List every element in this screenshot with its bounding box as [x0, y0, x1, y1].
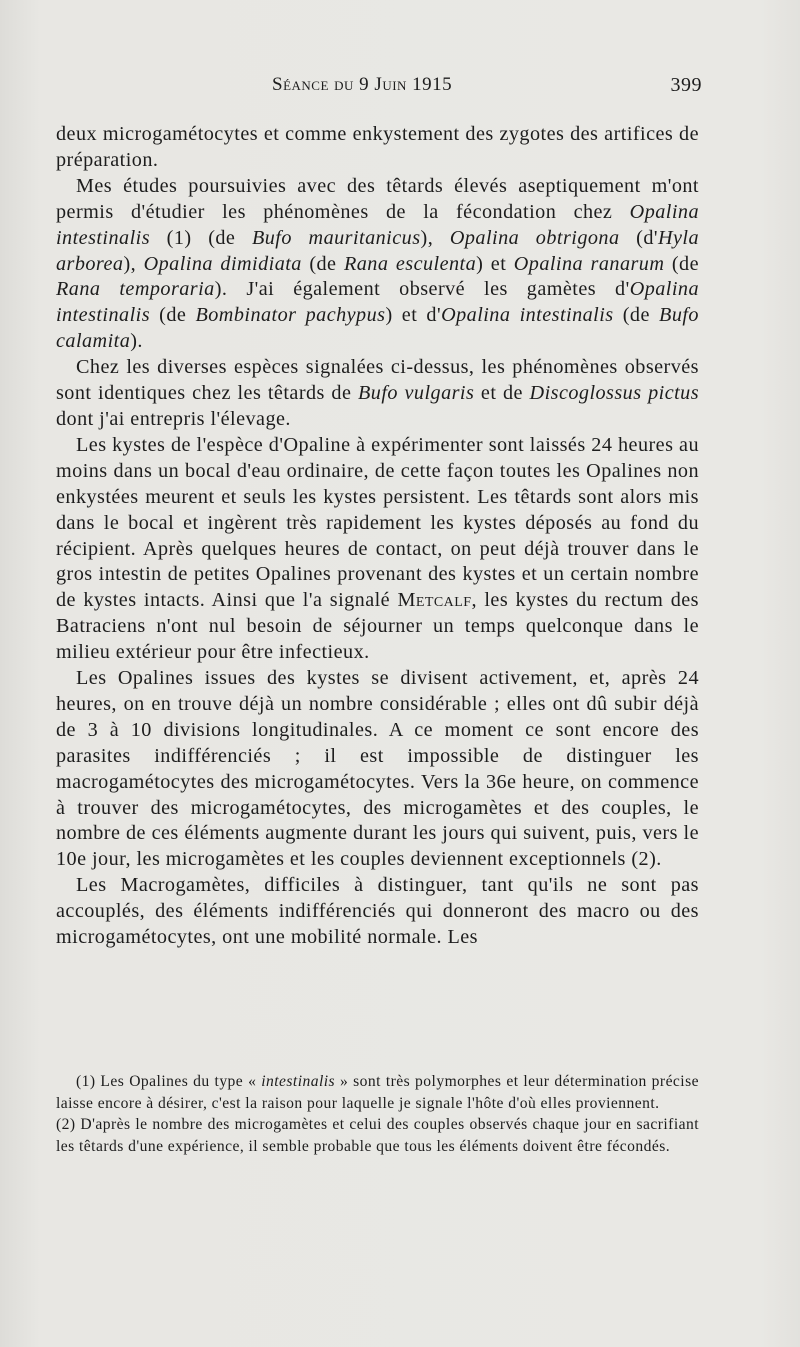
paragraph-3 — [56, 355, 699, 433]
species-name: Bombinator pachypus — [195, 304, 386, 327]
species-name: Hyla arborea — [56, 226, 699, 275]
text-segment: Les Opalines issues des kystes se divisent activement, et, après 24 heures, on en trouve déjà un nombre considérable ; elles ont dû subir déjà de 3 à 10 divisions longitudinales. A ce moment ce sont encore des parasites indifférenciés ; il est impossible de distinguer les macrogamétocytes des microgamétocytes. Vers la 36e heure, on commence à trouver des microgamétocytes, des microgamètes et des couples, le nombre de ces éléments augmente durant les jours qui suivent, puis, vers le 10e jour, les microgamètes et les couples deviennent exceptionnels (2). — [56, 667, 699, 871]
paragraph-4 — [56, 433, 699, 666]
text-segment: Mes études poursuivies avec des têtards élevés aseptiquement m'ont permis d'étudier les phénomènes de la fécondation chez — [56, 174, 699, 223]
author-name: Metcalf — [397, 589, 472, 612]
species-name: intestinalis — [261, 1073, 336, 1090]
text-segment: (2) D'après le nombre des microgamètes et celui des couples observés chaque jour en sacrifiant les têtards d'une expérience, il semble probable que tous les éléments doivent être fécondés. — [56, 1116, 699, 1155]
text-segment: (de — [150, 304, 196, 327]
text-segment: ). — [130, 330, 143, 353]
text-segment: (d' — [619, 226, 658, 249]
text-segment: (1) (de — [150, 226, 252, 249]
species-name: Opalina intestinalis — [56, 200, 699, 249]
text-segment: (de — [613, 304, 660, 327]
paragraph-6 — [56, 873, 699, 951]
text-segment: , les kystes du rectum des Batraciens n'ont nul besoin de séjourner un temps quelconque dans le milieu extérieur pour être infectieux. — [56, 589, 699, 664]
species-name: Opalina intestinalis — [56, 278, 700, 327]
species-name: Opalina dimidiata — [143, 252, 302, 275]
species-name: Opalina obtrigona — [449, 226, 620, 249]
footnotes — [56, 1071, 699, 1157]
text-segment: ). J'ai également observé les gamètes d' — [214, 278, 630, 301]
paragraph-1 — [56, 122, 699, 174]
species-name: Discoglossus pictus — [529, 382, 700, 405]
text-segment: et de — [474, 382, 530, 405]
species-name: Bufo calamita — [56, 304, 699, 353]
species-name: Rana temporaria — [56, 278, 215, 301]
species-name: Bufo mauritanicus — [251, 226, 421, 249]
text-segment: ), — [420, 226, 450, 249]
species-name: Opalina intestinalis — [441, 304, 614, 327]
text-segment: (de — [664, 252, 699, 275]
text-segment: (1) Les Opalines du type « — [76, 1073, 262, 1090]
text-segment: ) et — [476, 252, 514, 275]
page-number: 399 — [670, 74, 702, 96]
text-segment: (de — [301, 252, 344, 275]
footnote-2 — [56, 1114, 699, 1157]
paragraph-2 — [56, 174, 699, 355]
body-text — [56, 122, 699, 951]
running-header — [272, 74, 702, 104]
text-segment: deux microgamétocytes et comme enkystement des zygotes des artifices de préparation. — [56, 123, 699, 171]
species-name: Opalina ranarum — [513, 252, 665, 275]
text-segment: Les kystes de l'espèce d'Opaline à expérimenter sont laissés 24 heures au moins dans un bocal d'eau ordinaire, de cette façon toutes les Opalines non enkystées meurent et seuls les kystes persistent. Les têtards sont alors mis dans le bocal et ingèrent très rapidement les kystes déposés au fond du récipient. Après quelques heures de contact, on peut déjà trouver dans le gros intestin de petites Opalines provenant des kystes et un certain nombre de kystes intacts. Ainsi que l'a signalé — [56, 433, 699, 612]
text-segment: ) et d' — [385, 304, 442, 327]
running-title: Séance du 9 Juin 1915 — [272, 74, 453, 95]
text-segment: dont j'ai entrepris l'élevage. — [56, 407, 291, 430]
paragraph-5 — [56, 666, 699, 873]
text-segment: » sont très polymorphes et leur détermination précise laisse encore à désirer, c'est la raison pour laquelle je signale l'hôte d'où elles proviennent. — [56, 1073, 699, 1112]
footnote-1 — [56, 1071, 699, 1114]
text-segment: Chez les diverses espèces signalées ci-dessus, les phénomènes observés sont identiques chez les têtards de — [56, 356, 699, 405]
text-segment: ), — [123, 252, 144, 275]
text-segment: Les Macrogamètes, difficiles à distinguer, tant qu'ils ne sont pas accouplés, des éléments indifférenciés qui donneront des macro ou des microgamétocytes, ont une mobilité normale. Les — [56, 874, 699, 949]
species-name: Bufo vulgaris — [358, 382, 475, 405]
species-name: Rana esculenta — [343, 252, 477, 275]
